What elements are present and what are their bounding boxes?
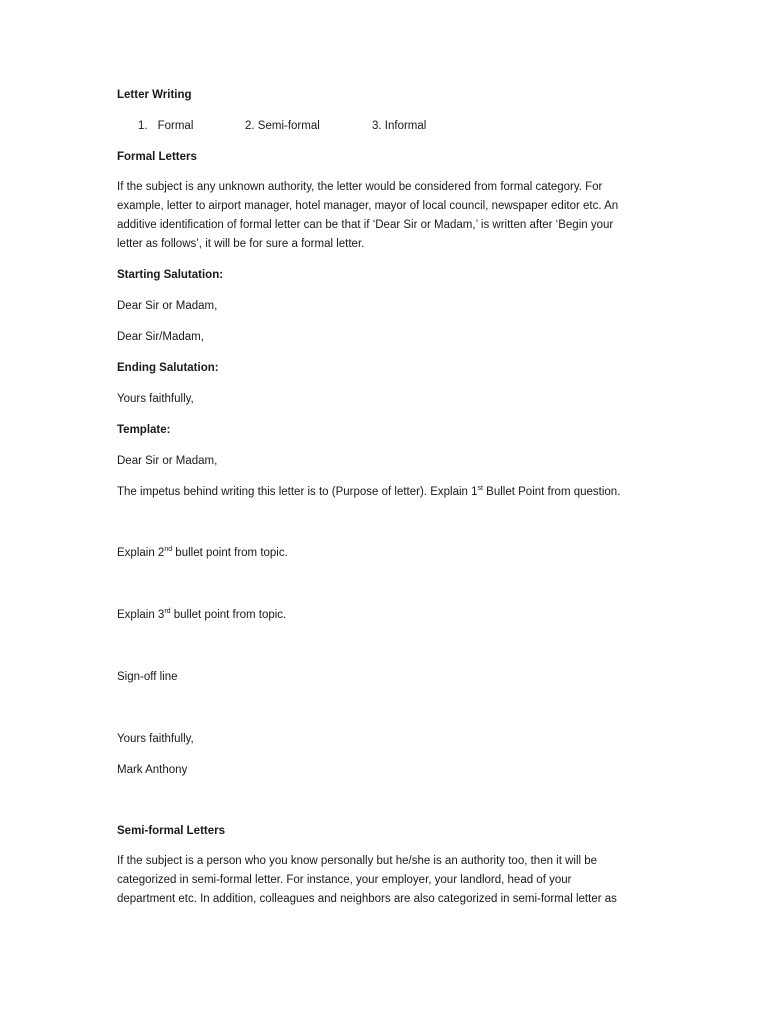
formal-heading: Formal Letters bbox=[117, 151, 197, 163]
ending-salutation-heading: Ending Salutation: bbox=[117, 362, 219, 374]
semiformal-intro-paragraph bbox=[117, 852, 652, 909]
paragraph-line: additive identification of formal letter can be that if ‘Dear Sir or Madam,’ is written after ‘Begin your bbox=[117, 219, 614, 231]
type-item-2 bbox=[245, 119, 320, 133]
type-item-1 bbox=[138, 119, 193, 133]
template-text: Explain 3 bbox=[117, 609, 165, 621]
paragraph-line: example, letter to airport manager, hotel manager, mayor of local council, newspaper editor etc. An bbox=[117, 200, 619, 212]
ordinal-suffix: nd bbox=[164, 546, 173, 553]
ending-salutation-1: Yours faithfully, bbox=[117, 393, 194, 405]
starting-salutation-1: Dear Sir or Madam, bbox=[117, 300, 218, 312]
template-line-2 bbox=[117, 546, 288, 560]
type-label: Informal bbox=[384, 120, 427, 132]
type-number: 2. bbox=[245, 120, 255, 132]
template-text: bullet point from topic. bbox=[172, 547, 288, 559]
paragraph-line: categorized in semi-formal letter. For instance, your employer, your landlord, head of your bbox=[117, 874, 572, 886]
paragraph-line: If the subject is any unknown authority, the letter would be considered from formal category. For bbox=[117, 181, 603, 193]
document-title: Letter Writing bbox=[117, 89, 192, 101]
signature-name: Mark Anthony bbox=[117, 764, 188, 776]
template-text: Explain 2 bbox=[117, 547, 165, 559]
type-item-3 bbox=[372, 119, 426, 133]
template-line-1 bbox=[117, 485, 620, 499]
type-label: Semi-formal bbox=[257, 120, 320, 132]
template-line-3 bbox=[117, 608, 286, 622]
formal-intro-paragraph bbox=[117, 178, 652, 254]
semiformal-heading: Semi-formal Letters bbox=[117, 825, 226, 837]
template-text: The impetus behind writing this letter is to (Purpose of letter). Explain 1 bbox=[117, 486, 478, 498]
ordinal-suffix: rd bbox=[164, 608, 171, 615]
template-salutation: Dear Sir or Madam, bbox=[117, 455, 218, 467]
paragraph-line: If the subject is a person who you know personally but he/she is an authority too, then it will be bbox=[117, 855, 598, 867]
type-number: 3. bbox=[372, 120, 382, 132]
starting-salutation-heading: Starting Salutation: bbox=[117, 269, 224, 281]
template-text: bullet point from topic. bbox=[170, 609, 287, 621]
template-heading: Template: bbox=[117, 424, 171, 436]
type-number: 1. bbox=[138, 120, 148, 132]
type-label: Formal bbox=[157, 120, 194, 132]
paragraph-line: letter as follows’, it will be for sure a formal letter. bbox=[117, 238, 365, 250]
template-text: Bullet Point from question. bbox=[482, 486, 621, 498]
ordinal-suffix: st bbox=[477, 485, 483, 492]
paragraph-line: department etc. In addition, colleagues and neighbors are also categorized in semi-formal letter as bbox=[117, 893, 617, 905]
signoff-line: Sign-off line bbox=[117, 671, 178, 683]
starting-salutation-2: Dear Sir/Madam, bbox=[117, 331, 204, 343]
closing-salutation: Yours faithfully, bbox=[117, 733, 194, 745]
